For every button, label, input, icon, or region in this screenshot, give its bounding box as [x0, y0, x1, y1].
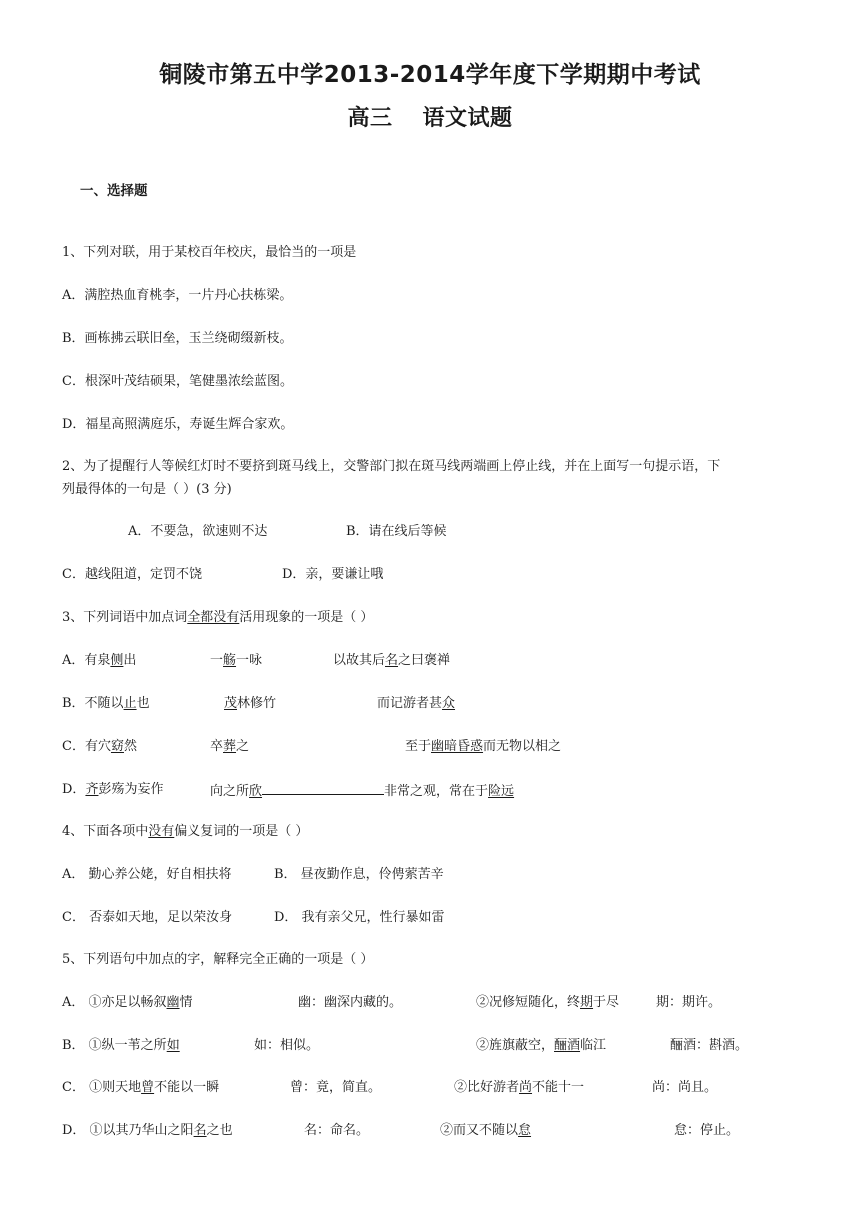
question-3-option-d-part2: 向之所欣 非常之观，常在于险远	[210, 781, 514, 801]
question-1-option-c: C．根深叶茂结硕果，笔健墨浓绘蓝图。	[62, 374, 293, 389]
question-5-option-c-gloss2: 尚：尚且。	[652, 1080, 718, 1095]
blank-underline	[262, 781, 384, 795]
question-1-option-b: B．画栋拂云联旧垒，玉兰绕砌缀新枝。	[62, 331, 293, 346]
question-3-option-b-part1: B．不随以止也	[62, 696, 150, 711]
question-2-option-c: C．越线阻道，定罚不饶	[62, 567, 202, 582]
question-4-option-d: D． 我有亲父兄，性行暴如雷	[274, 910, 445, 925]
question-4-stem: 4、下面各项中没有偏义复词的一项是（ ）	[62, 824, 309, 839]
question-4-option-b: B． 昼夜勤作息，伶俜萦苦辛	[274, 867, 444, 882]
question-5-option-a-gloss1: 幽：幽深内藏的。	[298, 995, 403, 1010]
question-5-stem: 5、下列语句中加点的字，解释完全正确的一项是（ ）	[62, 952, 374, 967]
question-1-stem: 1、下列对联，用于某校百年校庆，最恰当的一项是	[62, 245, 357, 260]
question-5-option-c-gloss1: 曾：竟，简直。	[290, 1080, 382, 1095]
question-3-option-a-part2: 一觞一咏	[210, 653, 263, 668]
section-heading: 一、选择题	[80, 183, 148, 199]
question-3-option-b-part3: 而记游者甚众	[377, 696, 456, 711]
question-5-option-d-gloss2: 怠：停止。	[674, 1123, 740, 1138]
exam-subtitle	[0, 101, 860, 132]
question-5-option-b-item2: ②旌旗蔽空，酾酒临江	[476, 1038, 607, 1053]
question-5-option-d-item1: D． ①以其乃华山之阳名之也	[62, 1123, 233, 1138]
question-3-option-d-part1: D．齐彭殇为妄作	[62, 782, 164, 797]
question-5-option-d-gloss1: 名：命名。	[304, 1123, 370, 1138]
question-5-option-a-item2: ②况修短随化，终期于尽	[476, 995, 620, 1010]
question-3-option-a-part3: 以故其后名之曰褒禅	[333, 653, 451, 668]
question-3-option-b-part2: 茂林修竹	[224, 696, 277, 711]
grade-label: 高三	[347, 106, 393, 131]
question-5-option-c-item2: ②比好游者尚不能十一	[454, 1080, 585, 1095]
question-5-option-a-item1: A． ①亦足以畅叙幽情	[62, 995, 193, 1010]
question-5-option-b-item1: B． ①纵一苇之所如	[62, 1038, 180, 1053]
question-4-option-a: A． 勤心养公姥，好自相扶将	[62, 867, 232, 882]
question-5-option-c-item1: C． ①则天地曾不能以一瞬	[62, 1080, 220, 1095]
question-4-option-c: C． 否泰如天地，足以荣汝身	[62, 910, 233, 925]
question-2-stem-line1: 2、为了提醒行人等候红灯时不要挤到斑马线上，交警部门拟在斑马线两端画上停止线，并在上面写一句提示语，下	[62, 459, 721, 474]
question-5-option-b-gloss2: 酾酒：斟酒。	[670, 1038, 749, 1053]
emphasis-underline: 全都没有	[187, 610, 240, 625]
question-2-stem-line2: 列最得体的一句是（ ）(3 分)	[62, 482, 232, 497]
question-3-option-c-part1: C．有穴窈然	[62, 739, 137, 754]
question-2-option-b: B．请在线后等候	[346, 524, 447, 539]
question-3-stem: 3、下列词语中加点词全都没有活用现象的一项是（ ）	[62, 610, 374, 625]
question-1-option-a: A．满腔热血育桃李，一片丹心扶栋梁。	[62, 288, 293, 303]
question-3-option-c-part3: 至于幽暗昏惑而无物以相之	[405, 739, 562, 754]
question-5-option-a-gloss2: 期：期许。	[656, 995, 722, 1010]
question-2-option-d: D．亲，要谦让哦	[282, 567, 384, 582]
question-5-option-b-gloss1: 如：相似。	[254, 1038, 320, 1053]
question-3-option-a-part1: A．有泉侧出	[62, 653, 137, 668]
question-1-option-d: D．福星高照满庭乐，寿诞生辉合家欢。	[62, 417, 294, 432]
question-5-option-d-item2: ②而又不随以怠	[440, 1123, 532, 1138]
subject-label: 语文试题	[422, 106, 513, 131]
question-2-option-a: A．不要急，欲速则不达	[128, 524, 268, 539]
question-3-option-c-part2: 卒葬之	[210, 739, 250, 754]
exam-title: 铜陵市第五中学2013-2014学年度下学期期中考试	[159, 62, 701, 88]
